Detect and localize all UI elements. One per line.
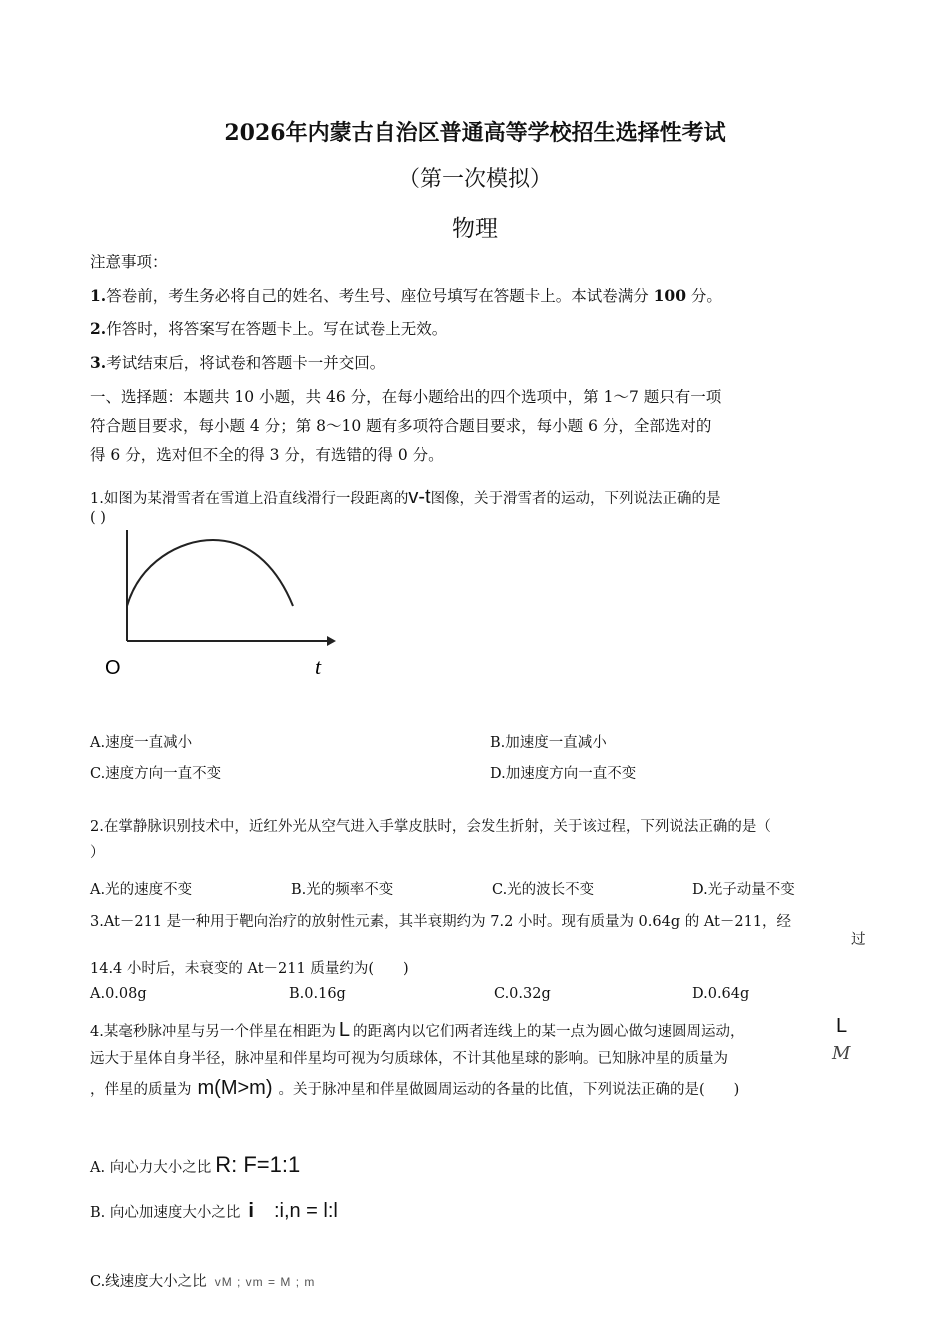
q3-option-a: A.0.08g [90, 986, 147, 1002]
q4-option-c-text: C.线速度大小之比 [90, 1274, 207, 1290]
q4-line-3-a: ，伴星的质量为 [90, 1082, 192, 1098]
q3-line-2: 14.4 小时后，未衰变的 At－211 质量约为( ) [90, 961, 409, 977]
q4-option-b [90, 1200, 338, 1223]
q3-option-b: B.0.16g [289, 986, 346, 1002]
section1-line-2: 符合题目要求，每小题 4 分；第 8～10 题有多项符合题目要求，每小题 6 分，全部选对的 [90, 417, 712, 435]
q4-line-1 [90, 1019, 744, 1042]
q1-option-b: B.加速度一直减小 [490, 735, 607, 751]
q3-option-c: C.0.32g [494, 986, 551, 1002]
notice-item-1-tail: 分。 [685, 287, 722, 305]
subject-title: 物理 [452, 216, 498, 242]
notice-item-3 [90, 351, 385, 373]
q1-text-b: 图像，关于滑雪者的运动，下列说法正确的是 [430, 491, 721, 507]
q4-line-2: 远大于星体自身半径，脉冲星和伴星均可视为匀质球体，不计其他星球的影响。已知脉冲星的质量为 [90, 1051, 728, 1067]
notice-item-2 [90, 317, 447, 339]
notice-item-1 [90, 284, 722, 306]
q4-M-symbol: M [832, 1043, 851, 1064]
q2-option-d: D.光子动量不变 [692, 882, 795, 898]
q4-option-b-formula: :i,n = l:l [273, 1200, 338, 1222]
exam-subtitle: （第一次模拟） [397, 167, 552, 192]
q1-vt-graph [95, 522, 355, 687]
q4-option-b-text: B. 向心加速度大小之比 [90, 1205, 241, 1221]
graph-curve [127, 540, 293, 606]
q4-line-1-b: 的距离内以它们两者连线上的某一点为圆心做匀速圆周运动， [352, 1024, 745, 1040]
q2-option-c: C.光的波长不变 [492, 882, 595, 898]
q4-option-a-text: A. 向心力大小之比 [90, 1160, 212, 1176]
q4-option-c [90, 1270, 315, 1291]
notice-item-1-text: 答卷前，考生务必将自己的姓名、考生号、座位号填写在答题卡上。本试卷满分 [106, 287, 654, 305]
notice-heading: 注意事项： [90, 253, 168, 271]
notice-item-3-text: 考试结束后，将试卷和答题卡一并交回。 [106, 354, 386, 372]
q4-option-a-formula: R: F=1:1 [215, 1152, 301, 1177]
q3-option-d: D.0.64g [692, 986, 750, 1002]
q2-line-2: ） [90, 845, 105, 861]
q1-vt: v-t [408, 486, 431, 508]
q4-option-a [90, 1152, 300, 1178]
q1-option-d: D.加速度方向一直不变 [490, 766, 637, 782]
notice-item-1-num: 1. [90, 286, 107, 305]
notice-item-2-text: 作答时，将答案写在答题卡上。写在试卷上无效。 [106, 320, 448, 338]
q4-line-1-a: 4.某毫秒脉冲星与另一个伴星在相距为 [90, 1024, 336, 1040]
q4-mass-relation: m(M>m) [197, 1077, 273, 1099]
graph-t-label: t [315, 654, 322, 679]
q4-line-3 [90, 1077, 739, 1100]
q1-stem [90, 486, 721, 509]
section1-line-1: 一、选择题：本题共 10 小题，共 46 分，在每小题给出的四个选项中，第 1～7 题只有一项 [90, 388, 722, 406]
notice-item-2-num: 2. [90, 319, 107, 338]
q4-L: L [338, 1019, 350, 1041]
graph-t-arrow [327, 636, 336, 646]
q3-line-1-tail: 过 [851, 932, 866, 948]
notice-item-1-score: 100 [653, 286, 686, 305]
q4-L-end: L [836, 1015, 848, 1037]
exam-title: 2026年内蒙古自治区普通高等学校招生选择性考试 [224, 120, 726, 146]
q3-line-1: 3.At－211 是一种用于靶向治疗的放射性元素，其半衰期约为 7.2 小时。现有质量为 0.64g 的 At－211，经 [90, 914, 792, 930]
q2-option-a: A.光的速度不变 [90, 882, 193, 898]
notice-item-3-num: 3. [90, 353, 107, 372]
q2-option-b: B.光的频率不变 [291, 882, 394, 898]
graph-origin-label: O [105, 657, 121, 679]
q4-line-3-b: 。关于脉冲星和伴星做圆周运动的各量的比值，下列说法正确的是( ) [278, 1082, 740, 1098]
section1-line-3: 得 6 分，选对但不全的得 3 分，有选错的得 0 分。 [90, 446, 444, 464]
q1-text-a: 1.如图为某滑雪者在雪道上沿直线滑行一段距离的 [90, 491, 409, 507]
q1-option-a: A.速度一直减小 [90, 735, 193, 751]
q4-option-c-formula: vM ; vm = M ; m [214, 1275, 316, 1289]
q1-option-c: C.速度方向一直不变 [90, 766, 222, 782]
q4-option-b-i: i [248, 1200, 254, 1222]
q1-paren: ( ) [90, 510, 106, 526]
q2-line-1: 2.在掌静脉识别技术中，近红外光从空气进入手掌皮肤时，会发生折射，关于该过程，下列说法正确的是（ [90, 819, 771, 835]
